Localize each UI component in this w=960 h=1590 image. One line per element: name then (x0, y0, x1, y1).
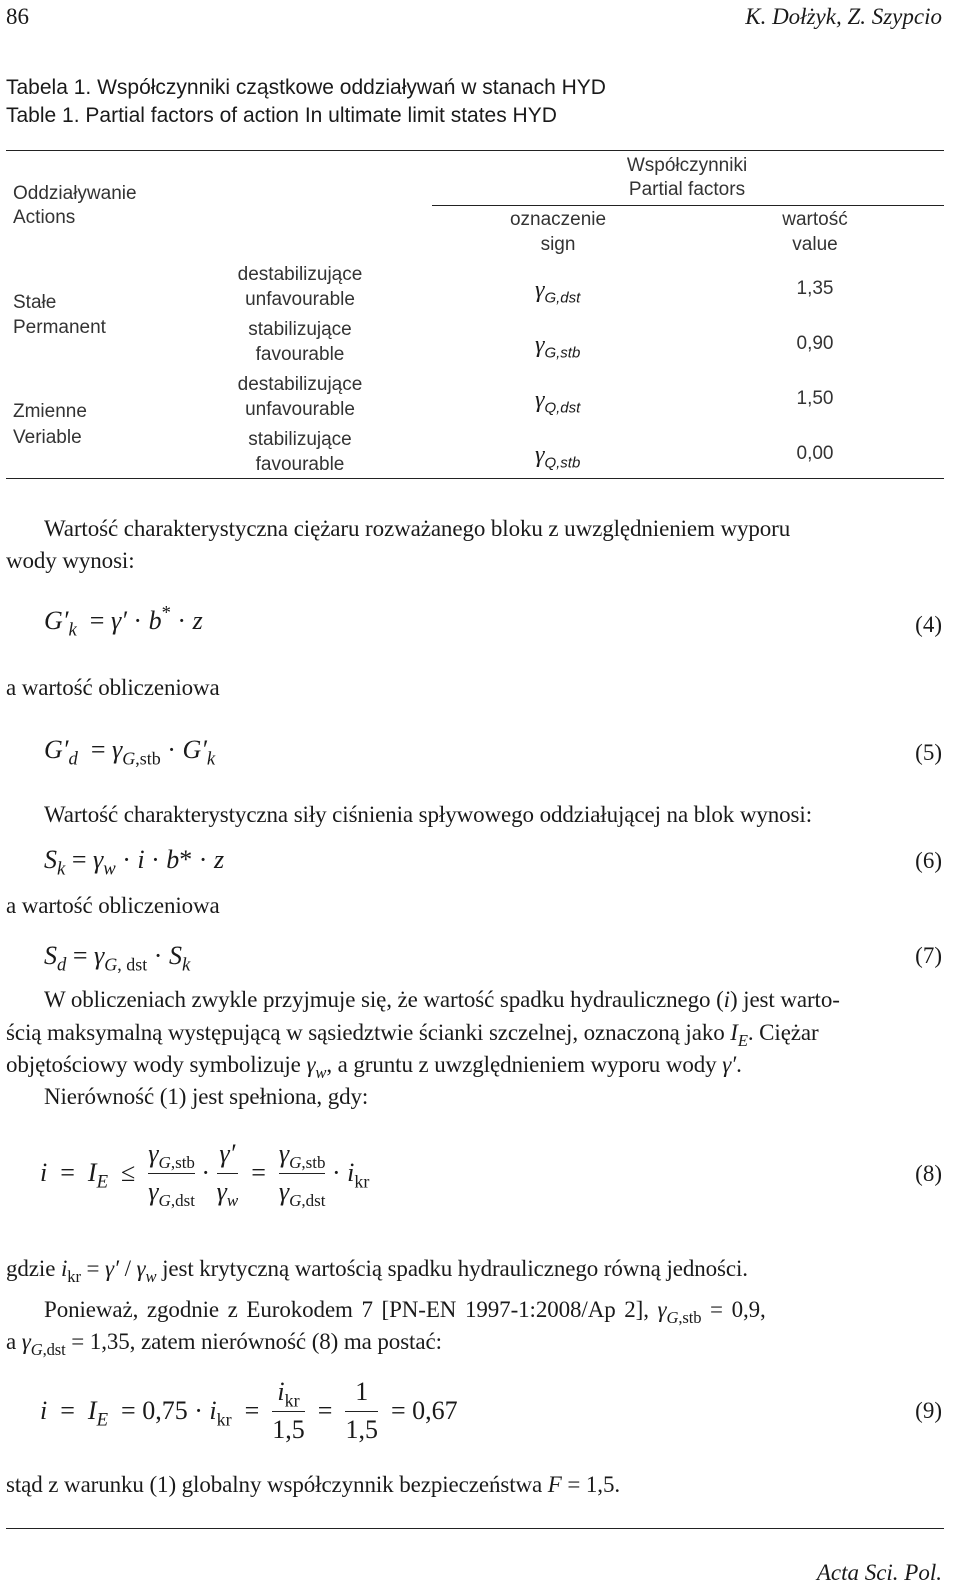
table-top-rule (6, 150, 944, 151)
equation-4: $G'_k = \gamma' \cdot b^* \cdot z$ (44, 602, 203, 641)
footer-journal: Acta Sci. Pol. (816, 1560, 942, 1585)
equation-number: (9) (915, 1398, 942, 1423)
paragraph-line: a $\gamma_{G,dst} = 1,35$, zatem nierówność (8) ma postać: (6, 1329, 442, 1359)
row-sign: $\gamma_{Q,stb}$ (535, 442, 581, 472)
col-actions-en: Actions (13, 207, 76, 228)
row-type-pl: destabilizujące (237, 374, 363, 395)
equation-5: $G'_d = \gamma_{G,stb} \cdot G'_k$ (44, 735, 216, 770)
paragraph-line: Ponieważ, zgodnie z Eurokodem 7 [PN-EN 1997-1:2008/Ap 2], $\gamma_{G,stb} = 0,9$, (44, 1297, 766, 1327)
col-actions-pl: Oddziaływanie (13, 183, 137, 204)
col-value-en: value (792, 234, 838, 255)
row-value: 1,35 (796, 278, 834, 299)
paragraph-line: stąd z warunku (1) globalny współczynnik bezpieczeństwa F = 1,5. (6, 1472, 620, 1497)
equation-number: (8) (915, 1161, 942, 1186)
group-variable-en: Veriable (13, 427, 82, 448)
row-type-en: unfavourable (245, 399, 355, 420)
group-permanent-en: Permanent (13, 317, 106, 338)
table-caption-en: Table 1. Partial factors of action In ultimate limit states HYD (6, 104, 557, 127)
table-bottom-rule (6, 478, 944, 479)
paragraph-line: a wartość obliczeniowa (6, 893, 220, 918)
equation-number: (5) (915, 740, 942, 765)
running-header-authors: K. Dołżyk, Z. Szypcio (745, 4, 942, 29)
row-type-en: favourable (255, 454, 345, 475)
row-sign-sub: Q,dst (544, 399, 581, 417)
row-sign: $\gamma_{G,dst}$ (535, 277, 581, 307)
equation-number: (6) (915, 848, 942, 873)
row-type-pl: stabilizujące (248, 319, 352, 340)
equation-number: (7) (915, 943, 942, 968)
row-type-pl: destabilizujące (237, 264, 363, 285)
equation-9: $i = I_E = 0,75 \cdot i_{kr}$ = $\frac{i_{kr}}{1,5}$ = $\frac{1}{1,5}$ = 0,67 (40, 1377, 458, 1444)
paragraph-line: gdzie $i_{kr} = \gamma' / \gamma_w$ jest krytyczną wartością spadku hydraulicznego równą jedności. (6, 1256, 748, 1286)
equation-8: $i = I_E$ ≤ $\frac{\gamma_{G,stb}}{\gamma_{G,dst}}$ · $\frac{\gamma'}{\gamma_w}$ = $\frac{\gamma_{G,stb}}{\gamma_{G,dst}}$ · $i_{kr}$ (40, 1139, 370, 1210)
row-type-en: unfavourable (245, 289, 355, 310)
row-sign-sub: G,dst (544, 289, 581, 307)
equation-number: (4) (915, 612, 942, 637)
table-mid-rule (432, 205, 944, 206)
row-sign: $\gamma_{Q,dst}$ (535, 387, 581, 417)
row-type-pl: stabilizujące (248, 429, 352, 450)
row-value: 1,50 (796, 388, 834, 409)
paragraph-line: Wartość charakterystyczna siły ciśnienia spływowego oddziałującej na blok wynosi: (44, 802, 812, 827)
equation-6: $S_k = \gamma_w \cdot i \cdot b* \cdot z$ (44, 845, 225, 880)
table-caption-pl: Tabela 1. Współczynniki cząstkowe oddziaływań w stanach HYD (6, 76, 606, 99)
paragraph-line: Nierówność (1) jest spełniona, gdy: (44, 1084, 369, 1109)
row-value: 0,90 (796, 333, 834, 354)
row-sign: $\gamma_{G,stb}$ (535, 332, 581, 362)
row-sign-sub: G,stb (544, 344, 581, 362)
col-sign-en: sign (540, 234, 576, 255)
equation-7: $S_d = \gamma_{G, dst} \cdot S_k$ (44, 941, 191, 976)
col-factors-pl: Współczynniki (626, 155, 748, 176)
paragraph-line: ścią maksymalną występującą w sąsiedztwie ścianki szczelnej, oznaczoną jako $I_E$. Ciężar (6, 1020, 819, 1050)
row-value: 0,00 (796, 443, 834, 464)
col-value-pl: wartość (782, 209, 848, 230)
col-factors-en: Partial factors (628, 179, 746, 200)
row-type-en: favourable (255, 344, 345, 365)
paragraph-line: wody wynosi: (6, 548, 135, 573)
page-number: 86 (6, 4, 29, 29)
row-sign-sub: Q,stb (544, 454, 581, 472)
group-permanent-pl: Stałe (13, 292, 57, 313)
group-variable-pl: Zmienne (13, 401, 87, 422)
footer-rule (6, 1528, 944, 1529)
paragraph-line: a wartość obliczeniowa (6, 675, 220, 700)
paragraph-line: W obliczeniach zwykle przyjmuje się, że wartość spadku hydraulicznego (i) jest warto- (44, 987, 840, 1012)
paragraph-line: Wartość charakterystyczna ciężaru rozważanego bloku z uwzględnieniem wyporu (44, 516, 791, 541)
col-sign-pl: oznaczenie (509, 209, 607, 230)
paragraph-line: objętościowy wody symbolizuje $\gamma_w$, a gruntu z uwzględnieniem wyporu wody γ′. (6, 1052, 742, 1082)
